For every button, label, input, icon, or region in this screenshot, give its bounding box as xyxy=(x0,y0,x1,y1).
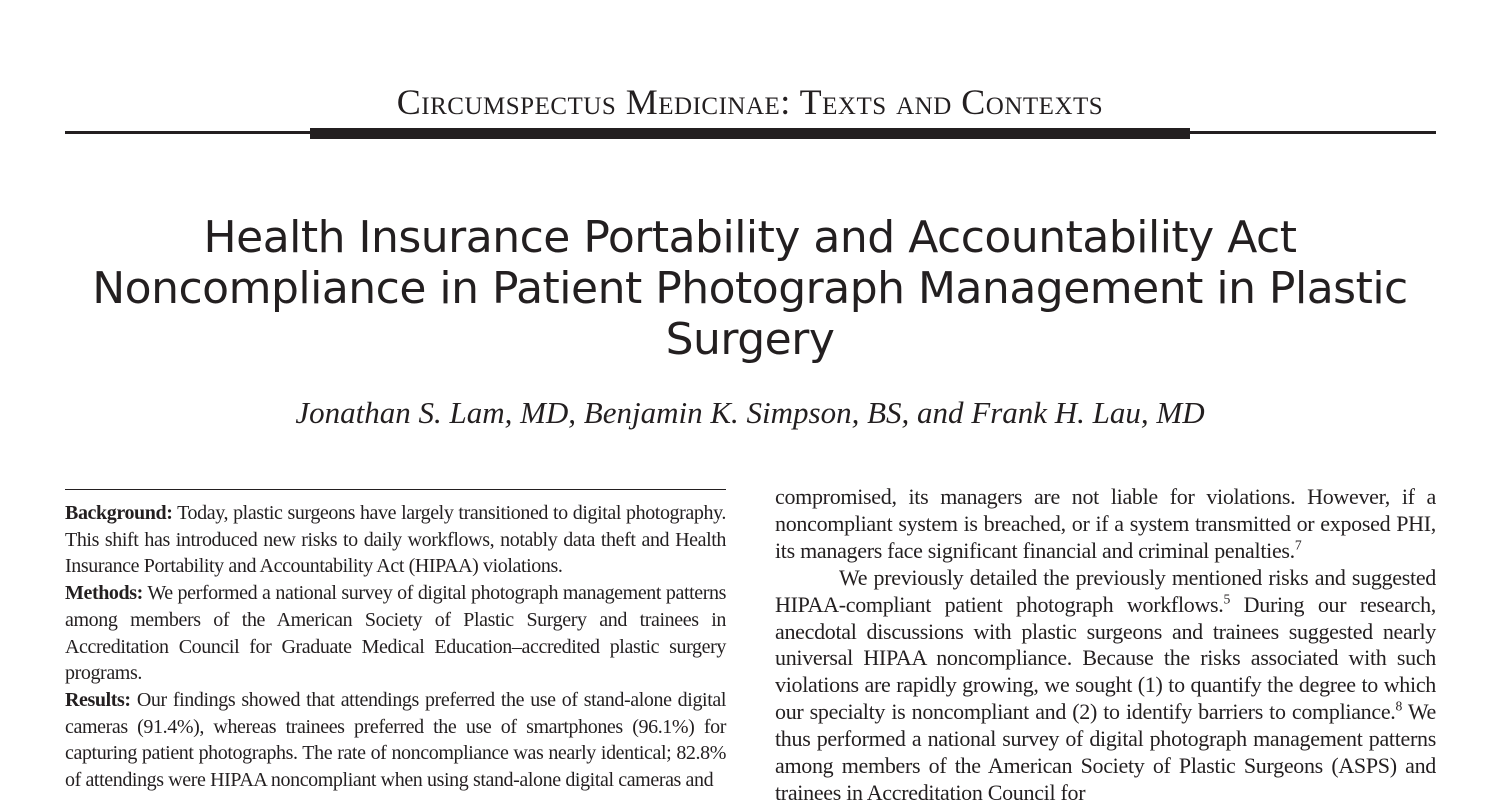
body-paragraph-2 xyxy=(775,565,1436,807)
methods-label: Methods: xyxy=(65,582,143,605)
background-text: Today, plastic surgeons have largely transitioned to digital photography. This shift has introduced new risks to daily workflows, notably data theft and Health Insurance Portability and Accountability Act (HIPAA) violations. xyxy=(65,502,726,578)
section-header: Circumspectus Medicinae: Texts and Contexts xyxy=(396,82,1104,122)
paragraph-2-text-b: During our research, anecdotal discussions with plastic surgeons and trainees suggested nearly universal HIPAA noncompliance. Because the risks associated with such violations are rapidly growing, we sought (1) to quantify the degree to which our specialty is noncompliant and (2) to identify barriers to compliance. xyxy=(775,591,1436,725)
body-column xyxy=(775,484,1436,807)
reference-8[interactable]: 8 xyxy=(1395,698,1403,714)
methods-text: We performed a national survey of digital photograph management patterns among members of the American Society of Plastic Surgery and trainees in Accreditation Council for Graduate Medical Education–accredited plastic surgery programs. xyxy=(65,582,726,685)
background-label: Background: xyxy=(65,502,173,524)
paragraph-2-text-c: We thus performed a national survey of digital photograph management patterns among members of the American Society of Plastic Surgeons (ASPS) and trainees in Accreditation Council for xyxy=(775,699,1436,805)
abstract-background xyxy=(65,500,726,580)
body-paragraph-1 xyxy=(775,484,1436,565)
abstract-methods xyxy=(65,580,726,687)
abstract-divider xyxy=(65,489,726,490)
header-rule-thick xyxy=(310,128,1190,139)
article-title: Health Insurance Portability and Accountability Act Noncompliance in Patient Photograph Management in Plastic Surgery xyxy=(92,212,1408,365)
author-list: Jonathan S. Lam, MD, Benjamin K. Simpson, BS, and Frank H. Lau, MD xyxy=(295,395,1205,430)
abstract-results xyxy=(65,687,726,794)
results-label: Results: xyxy=(65,688,131,711)
reference-7[interactable]: 7 xyxy=(1294,537,1302,553)
paragraph-1-text: compromised, its managers are not liable for violations. However, if a noncompliant system is breached, or if a system transmitted or exposed PHI, its managers face significant financial and criminal penalties. xyxy=(775,484,1436,563)
results-text: Our findings showed that attendings preferred the use of stand-alone digital cameras (91.4%), whereas trainees preferred the use of smartphones (96.1%) for capturing patient photographs. The rate of noncompliance was nearly identical; 82.8% of attendings were HIPAA noncompliant when using stand-alone digital cameras and xyxy=(65,688,726,792)
paragraph-2-text-a: We previously detailed the previously mentioned risks and suggested HIPAA-compliant patient photograph workflows. xyxy=(775,564,1436,617)
abstract-column xyxy=(65,500,726,794)
reference-5[interactable]: 5 xyxy=(1223,591,1231,607)
